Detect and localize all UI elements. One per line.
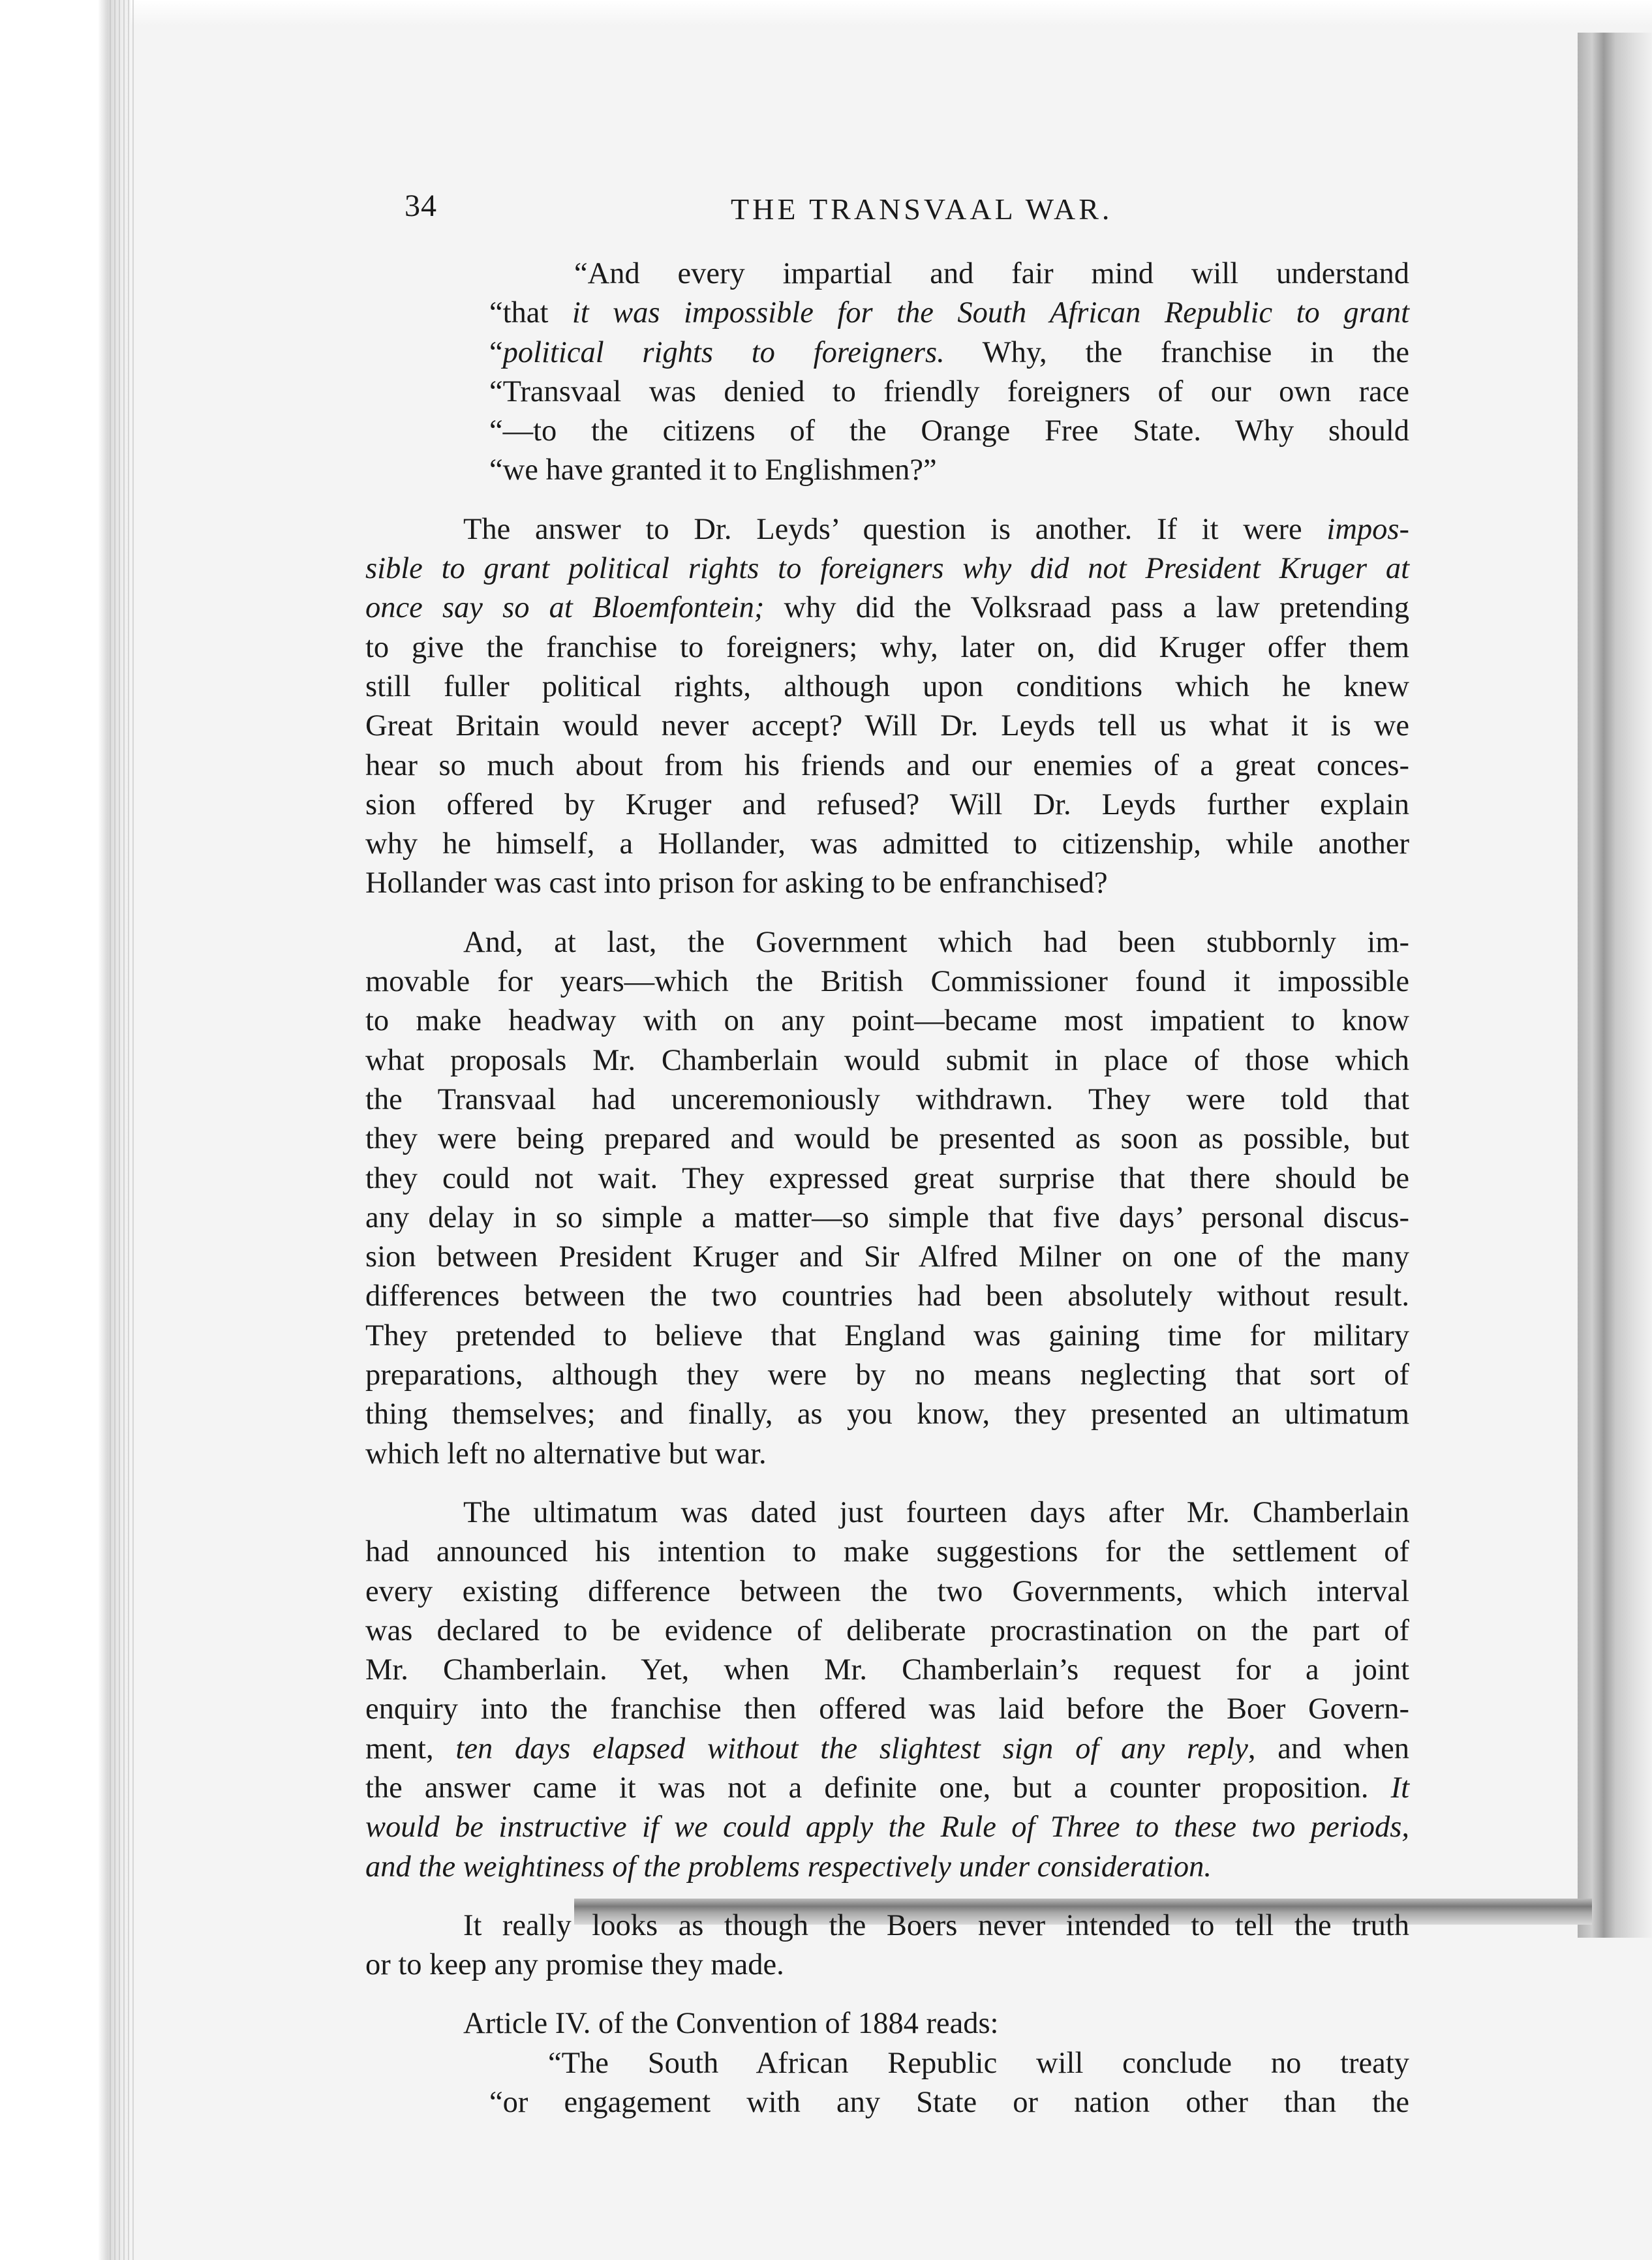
text-span: And, at last, the Government which had been stubbornly im- bbox=[463, 925, 1409, 959]
text-span: It really looks as though the Boers never intended to tell the truth bbox=[463, 1908, 1409, 1942]
text-line bbox=[365, 1041, 1409, 1080]
italic-text: once say so at Bloemfontein; bbox=[365, 591, 765, 625]
text-line bbox=[365, 588, 1409, 628]
italic-text: It bbox=[1390, 1771, 1409, 1805]
paragraph-gap bbox=[365, 1985, 1409, 2004]
text-span: “And every impartial and fair mind will understand bbox=[574, 257, 1409, 290]
text-span: “—to the citizens of the Orange Free State. Why should bbox=[489, 414, 1409, 448]
page-stack-edge bbox=[1578, 33, 1652, 1938]
text-span: which left no alternative but war. bbox=[365, 1437, 767, 1471]
italic-text: it was impossible for the South African Republic to grant bbox=[572, 296, 1410, 330]
text-line bbox=[365, 962, 1409, 1001]
text-span: ment, bbox=[365, 1732, 456, 1765]
text-span: thing themselves; and finally, as you know, they presented an ultimatum bbox=[365, 1397, 1409, 1431]
text-span: had announced his intention to make suggestions for the settlement of bbox=[365, 1535, 1409, 1569]
text-line bbox=[365, 1572, 1409, 1611]
text-span: was declared to be evidence of deliberate procrastination on the part of bbox=[365, 1613, 1409, 1647]
text-line bbox=[365, 1356, 1409, 1395]
text-line bbox=[365, 412, 1409, 451]
italic-text: political rights to foreigners. bbox=[502, 335, 945, 369]
paragraph-gap bbox=[365, 1887, 1409, 1906]
text-span: still fuller political rights, although upon conditions which he knew bbox=[365, 669, 1409, 703]
paragraph-gap bbox=[365, 904, 1409, 923]
text-span: Great Britain would never accept? Will Dr. Leyds tell us what it is we bbox=[365, 709, 1409, 743]
text-line bbox=[365, 864, 1409, 903]
text-span: why he himself, a Hollander, was admitted to citizenship, while another bbox=[365, 827, 1409, 861]
text-line bbox=[365, 1808, 1409, 1847]
text-line bbox=[365, 1080, 1409, 1120]
page-header bbox=[365, 183, 1409, 254]
text-line bbox=[365, 2083, 1409, 2122]
book-gutter-lines bbox=[110, 0, 136, 2260]
text-line bbox=[365, 451, 1409, 490]
text-span: the Transvaal had unceremoniously withdrawn. They were told that bbox=[365, 1082, 1409, 1116]
text-span: “Transvaal was denied to friendly foreigners of our own race bbox=[489, 374, 1409, 408]
text-line bbox=[365, 2044, 1409, 2083]
text-line bbox=[365, 1001, 1409, 1041]
text-line bbox=[365, 1159, 1409, 1199]
book-page bbox=[365, 183, 1410, 2120]
text-line bbox=[365, 1769, 1409, 1808]
text-line bbox=[365, 1611, 1409, 1651]
text-line bbox=[365, 1690, 1409, 1729]
text-span: Hollander was cast into prison for asking to be enfranchised? bbox=[365, 866, 1108, 900]
italic-text: sible to grant political rights to foreigners why did not President Kruger at bbox=[365, 552, 1409, 586]
text-line bbox=[365, 1730, 1409, 1769]
text-span: hear so much about from his friends and our enemies of a great conces- bbox=[365, 748, 1409, 782]
text-span: enquiry into the franchise then offered was laid before the Boer Govern- bbox=[365, 1692, 1409, 1726]
text-line bbox=[365, 294, 1409, 333]
text-line bbox=[365, 1848, 1409, 1887]
text-span: The ultimatum was dated just fourteen days after Mr. Chamberlain bbox=[463, 1495, 1409, 1529]
text-line bbox=[365, 1651, 1409, 1690]
text-line bbox=[365, 825, 1409, 864]
text-span: “ bbox=[489, 335, 503, 369]
text-span: or to keep any promise they made. bbox=[365, 1948, 784, 1982]
scan-top-margin bbox=[130, 0, 1652, 26]
text-span: Article IV. of the Convention of 1884 reads: bbox=[463, 2007, 999, 2041]
text-span: sion offered by Kruger and refused? Will Dr. Leyds further explain bbox=[365, 787, 1409, 821]
text-line bbox=[365, 1946, 1409, 1985]
text-span: any delay in so simple a matter—so simple that five days’ personal discus- bbox=[365, 1200, 1409, 1234]
text-line bbox=[365, 1120, 1409, 1159]
text-span: They pretended to believe that England was gaining time for military bbox=[365, 1319, 1409, 1352]
text-span: The answer to Dr. Leyds’ question is another. If it were bbox=[463, 512, 1327, 546]
text-span: “The South African Republic will conclude no treaty bbox=[548, 2046, 1409, 2080]
text-line bbox=[365, 1199, 1409, 1238]
text-span: Why, the franchise in the bbox=[944, 335, 1409, 369]
italic-text: would be instructive if we could apply the Rule of Three to these two periods, bbox=[365, 1810, 1409, 1844]
text-line bbox=[365, 1395, 1409, 1434]
text-line bbox=[365, 628, 1409, 667]
text-line bbox=[365, 923, 1409, 962]
text-line bbox=[365, 333, 1409, 373]
text-span: “we have granted it to Englishmen?” bbox=[489, 453, 937, 487]
text-span: “or engagement with any State or nation other than the bbox=[489, 2086, 1409, 2120]
text-span: differences between the two countries had been absolutely without result. bbox=[365, 1279, 1409, 1313]
text-line bbox=[365, 746, 1409, 786]
text-span: “that bbox=[489, 296, 572, 330]
text-line bbox=[365, 786, 1409, 825]
text-line bbox=[365, 707, 1409, 746]
text-span: Mr. Chamberlain. Yet, when Mr. Chamberlain’s request for a joint bbox=[365, 1653, 1409, 1687]
text-line bbox=[365, 1533, 1409, 1572]
text-line bbox=[365, 254, 1409, 294]
paragraph-gap bbox=[365, 491, 1409, 510]
text-line bbox=[365, 667, 1409, 707]
italic-text: ten days elapsed without the slightest sign of any reply bbox=[455, 1732, 1248, 1765]
body-text bbox=[365, 254, 1409, 2122]
text-line bbox=[365, 1493, 1409, 1533]
paragraph-gap bbox=[365, 1474, 1409, 1493]
page-number: 34 bbox=[405, 189, 437, 223]
text-line bbox=[365, 373, 1409, 412]
text-span: they could not wait. They expressed great surprise that there should be bbox=[365, 1161, 1409, 1195]
text-span: the answer came it was not a definite one, but a counter proposition. bbox=[365, 1771, 1391, 1805]
text-line bbox=[365, 1435, 1409, 1474]
text-span: to make headway with on any point—became most impatient to know bbox=[365, 1004, 1409, 1038]
text-line bbox=[365, 1238, 1409, 1277]
text-span: to give the franchise to foreigners; why, later on, did Kruger offer them bbox=[365, 630, 1409, 664]
text-span: every existing difference between the two Governments, which interval bbox=[365, 1574, 1409, 1608]
text-line bbox=[365, 2004, 1409, 2043]
text-span: preparations, although they were by no means neglecting that sort of bbox=[365, 1358, 1409, 1392]
text-span: sion between President Kruger and Sir Alfred Milner on one of the many bbox=[365, 1240, 1409, 1274]
text-line bbox=[365, 1906, 1409, 1946]
text-span: , and when bbox=[1247, 1732, 1409, 1765]
text-span: they were being prepared and would be presented as soon as possible, but bbox=[365, 1122, 1409, 1156]
text-line bbox=[365, 1277, 1409, 1316]
running-head: THE TRANSVAAL WAR. bbox=[731, 192, 1113, 226]
italic-text: and the weightiness of the problems respectively under consideration. bbox=[365, 1850, 1212, 1884]
text-span: movable for years—which the British Commissioner found it impossible bbox=[365, 965, 1409, 999]
text-span: why did the Volksraad pass a law pretending bbox=[764, 591, 1410, 625]
italic-text: impos- bbox=[1326, 512, 1409, 546]
text-line bbox=[365, 1317, 1409, 1356]
text-line bbox=[365, 510, 1409, 549]
text-line bbox=[365, 549, 1409, 588]
text-span: what proposals Mr. Chamberlain would submit in place of those which bbox=[365, 1043, 1409, 1077]
